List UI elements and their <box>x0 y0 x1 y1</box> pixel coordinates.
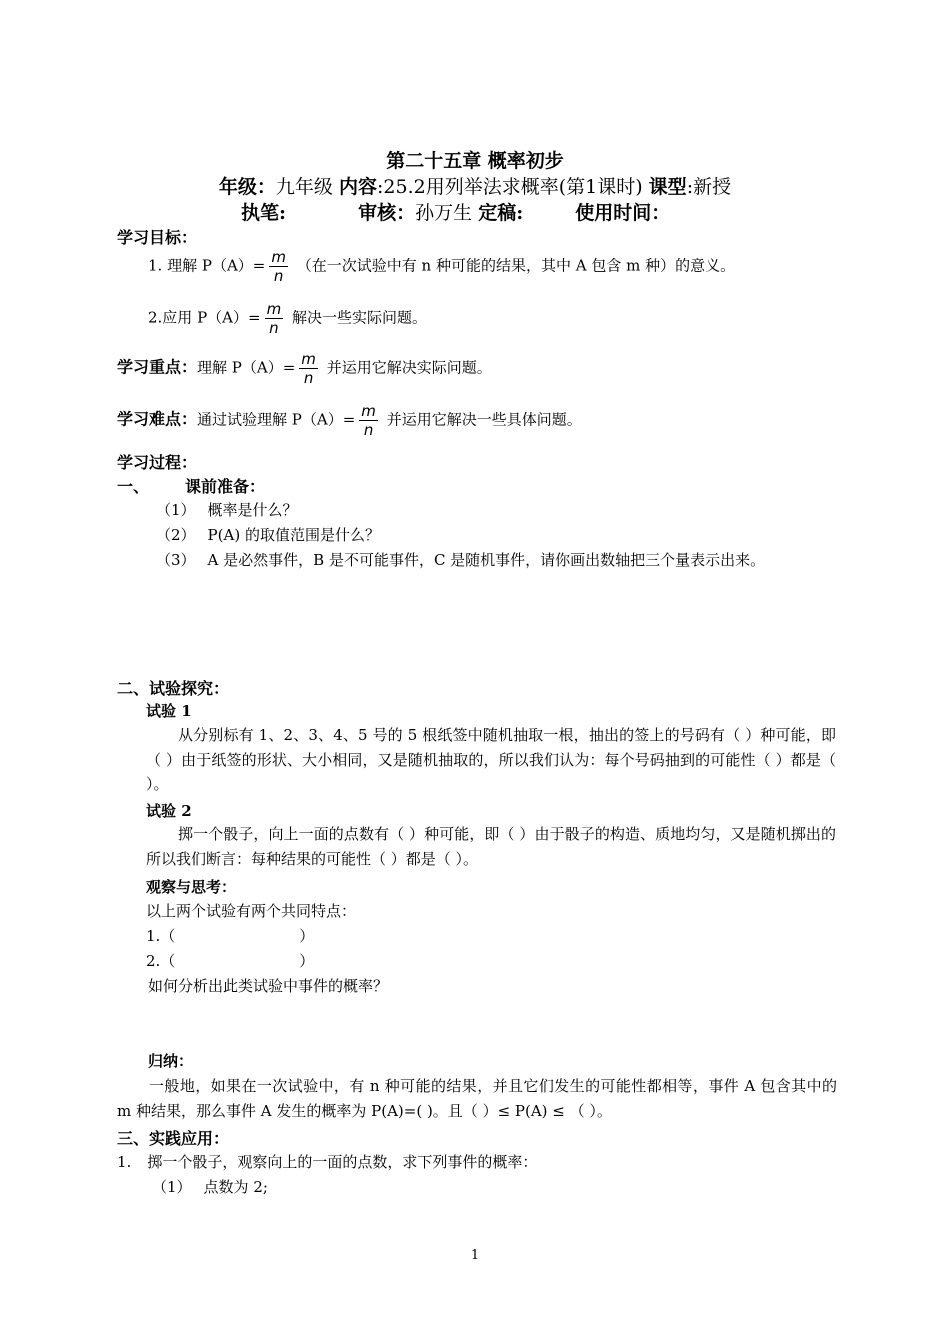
feature-2: 2.（ ） <box>146 952 315 970</box>
objective-2-prefix: 2.应用 P（A）= <box>148 308 261 327</box>
section1-num: 一、 <box>117 477 150 496</box>
type-value: :新授 <box>686 176 732 198</box>
grade-value: 九年级 <box>275 176 333 198</box>
objectives-heading: 学习目标： <box>117 228 198 247</box>
reviewer-value: 孙万生 <box>415 202 473 224</box>
sub-item-num: （1） <box>152 1178 192 1196</box>
difficulty-prefix: 通过试验理解 P（A）= <box>197 410 356 429</box>
objective-1-suffix: （在一次试验中有 n 种可能的结果，其中 A 包含 m 种）的意义。 <box>296 256 736 275</box>
experiment-1-title: 试验 1 <box>146 702 192 720</box>
fraction-numerator: m <box>361 402 376 420</box>
question-1 <box>117 1151 537 1172</box>
fraction-m-over-n <box>265 300 284 337</box>
difficulty-label: 学习难点： <box>117 409 198 429</box>
writer-label: 执笔: <box>241 202 287 224</box>
section2-heading: 二、试验探究： <box>117 679 230 698</box>
observe-intro: 以上两个试验有两个共同特点： <box>146 902 357 920</box>
content-label: 内容 <box>338 176 377 198</box>
fraction-denominator: n <box>273 267 284 285</box>
objective-2-suffix: 解决一些实际问题。 <box>291 308 427 327</box>
prep-item-3 <box>156 549 765 570</box>
content-value: :25.2用列举法求概率(第1课时) <box>377 176 643 198</box>
question-1-num: 1. <box>117 1153 132 1171</box>
prep-item-num: （2） <box>156 526 196 544</box>
prep-item-text: A 是必然事件，B 是不可能事件，C 是随机事件，请你画出数轴把三个量表示出来。 <box>207 551 766 569</box>
key-point-suffix: 并运用它解决实际问题。 <box>326 358 492 377</box>
grade-label: 年级： <box>218 176 276 198</box>
fraction-denominator: n <box>303 369 314 387</box>
observe-title: 观察与思考： <box>146 878 237 896</box>
prep-item-text: 概率是什么？ <box>207 501 298 519</box>
fraction-m-over-n <box>269 248 288 285</box>
summary-text: 一般地，如果在一次试验中，有 n 种可能的结果，并且它们发生的可能性都相等，事件 A 包含其中的 m 种结果，那么事件 A 发生的概率为 P(A)=( )。且（ ）≤ P(A) ≤ （ ）。 <box>117 1077 837 1120</box>
objective-item-1 <box>148 248 735 285</box>
summary-title: 归纳： <box>148 1052 194 1070</box>
fraction-denominator: n <box>269 319 279 337</box>
section1-title: 课前准备： <box>185 477 266 496</box>
sub-item-text: 点数为 2; <box>203 1178 268 1196</box>
fraction-numerator: m <box>266 300 282 318</box>
prep-item-num: （3） <box>156 551 196 569</box>
difficulty <box>117 402 582 439</box>
fraction-numerator: m <box>271 248 286 266</box>
final-label: 定稿: <box>478 202 524 224</box>
reviewer-label: 审核： <box>358 202 416 224</box>
question-1-sub-1 <box>152 1176 268 1197</box>
prep-item-2 <box>156 524 380 545</box>
key-point-label: 学习重点： <box>117 357 198 377</box>
feature-1: 1.（ ） <box>146 927 315 945</box>
process-heading: 学习过程： <box>117 453 198 472</box>
fraction-numerator: m <box>301 350 316 368</box>
objective-item-2 <box>148 300 427 337</box>
fraction-denominator: n <box>363 421 374 439</box>
key-point <box>117 350 492 387</box>
prep-item-1 <box>156 499 298 520</box>
header-info-line <box>0 172 950 199</box>
fraction-m-over-n <box>359 402 378 439</box>
time-label: 使用时间： <box>575 202 671 224</box>
type-label: 课型 <box>648 176 687 198</box>
page-number: 1 <box>470 1248 480 1263</box>
page-title: 第二十五章 概率初步 <box>386 150 564 172</box>
prep-item-text: P(A) 的取值范围是什么？ <box>207 526 380 544</box>
experiment-2-text: 掷一个骰子，向上一面的点数有（ ）种可能，即（ ）由于骰子的构造、质地均匀，又是随机掷出的所以我们断言：每种结果的可能性（ ）都是（ ）。 <box>146 825 836 868</box>
section1-heading <box>117 474 265 497</box>
analysis-question: 如何分析出此类试验中事件的概率？ <box>148 977 389 995</box>
experiment-1-text: 从分别标有 1、2、3、4、5 号的 5 根纸签中随机抽取一根，抽出的签上的号码有（ ）种可能，即（ ）由于纸签的形状、大小相同，又是随机抽取的，所以我们认为：每个号码抽到的可能性（ ）都是（ ）。 <box>146 726 836 793</box>
objective-1-prefix: 1. 理解 P（A）= <box>148 256 266 275</box>
experiment-2-title: 试验 2 <box>146 802 192 820</box>
difficulty-suffix: 并运用它解决一些具体问题。 <box>386 410 582 429</box>
key-point-prefix: 理解 P（A）= <box>197 358 296 377</box>
section3-heading: 三、实践应用： <box>117 1129 230 1148</box>
header-staff-line <box>241 198 670 225</box>
fraction-m-over-n <box>299 350 318 387</box>
question-1-text: 掷一个骰子，观察向上的一面的点数，求下列事件的概率： <box>147 1153 538 1171</box>
prep-item-num: （1） <box>156 501 196 519</box>
